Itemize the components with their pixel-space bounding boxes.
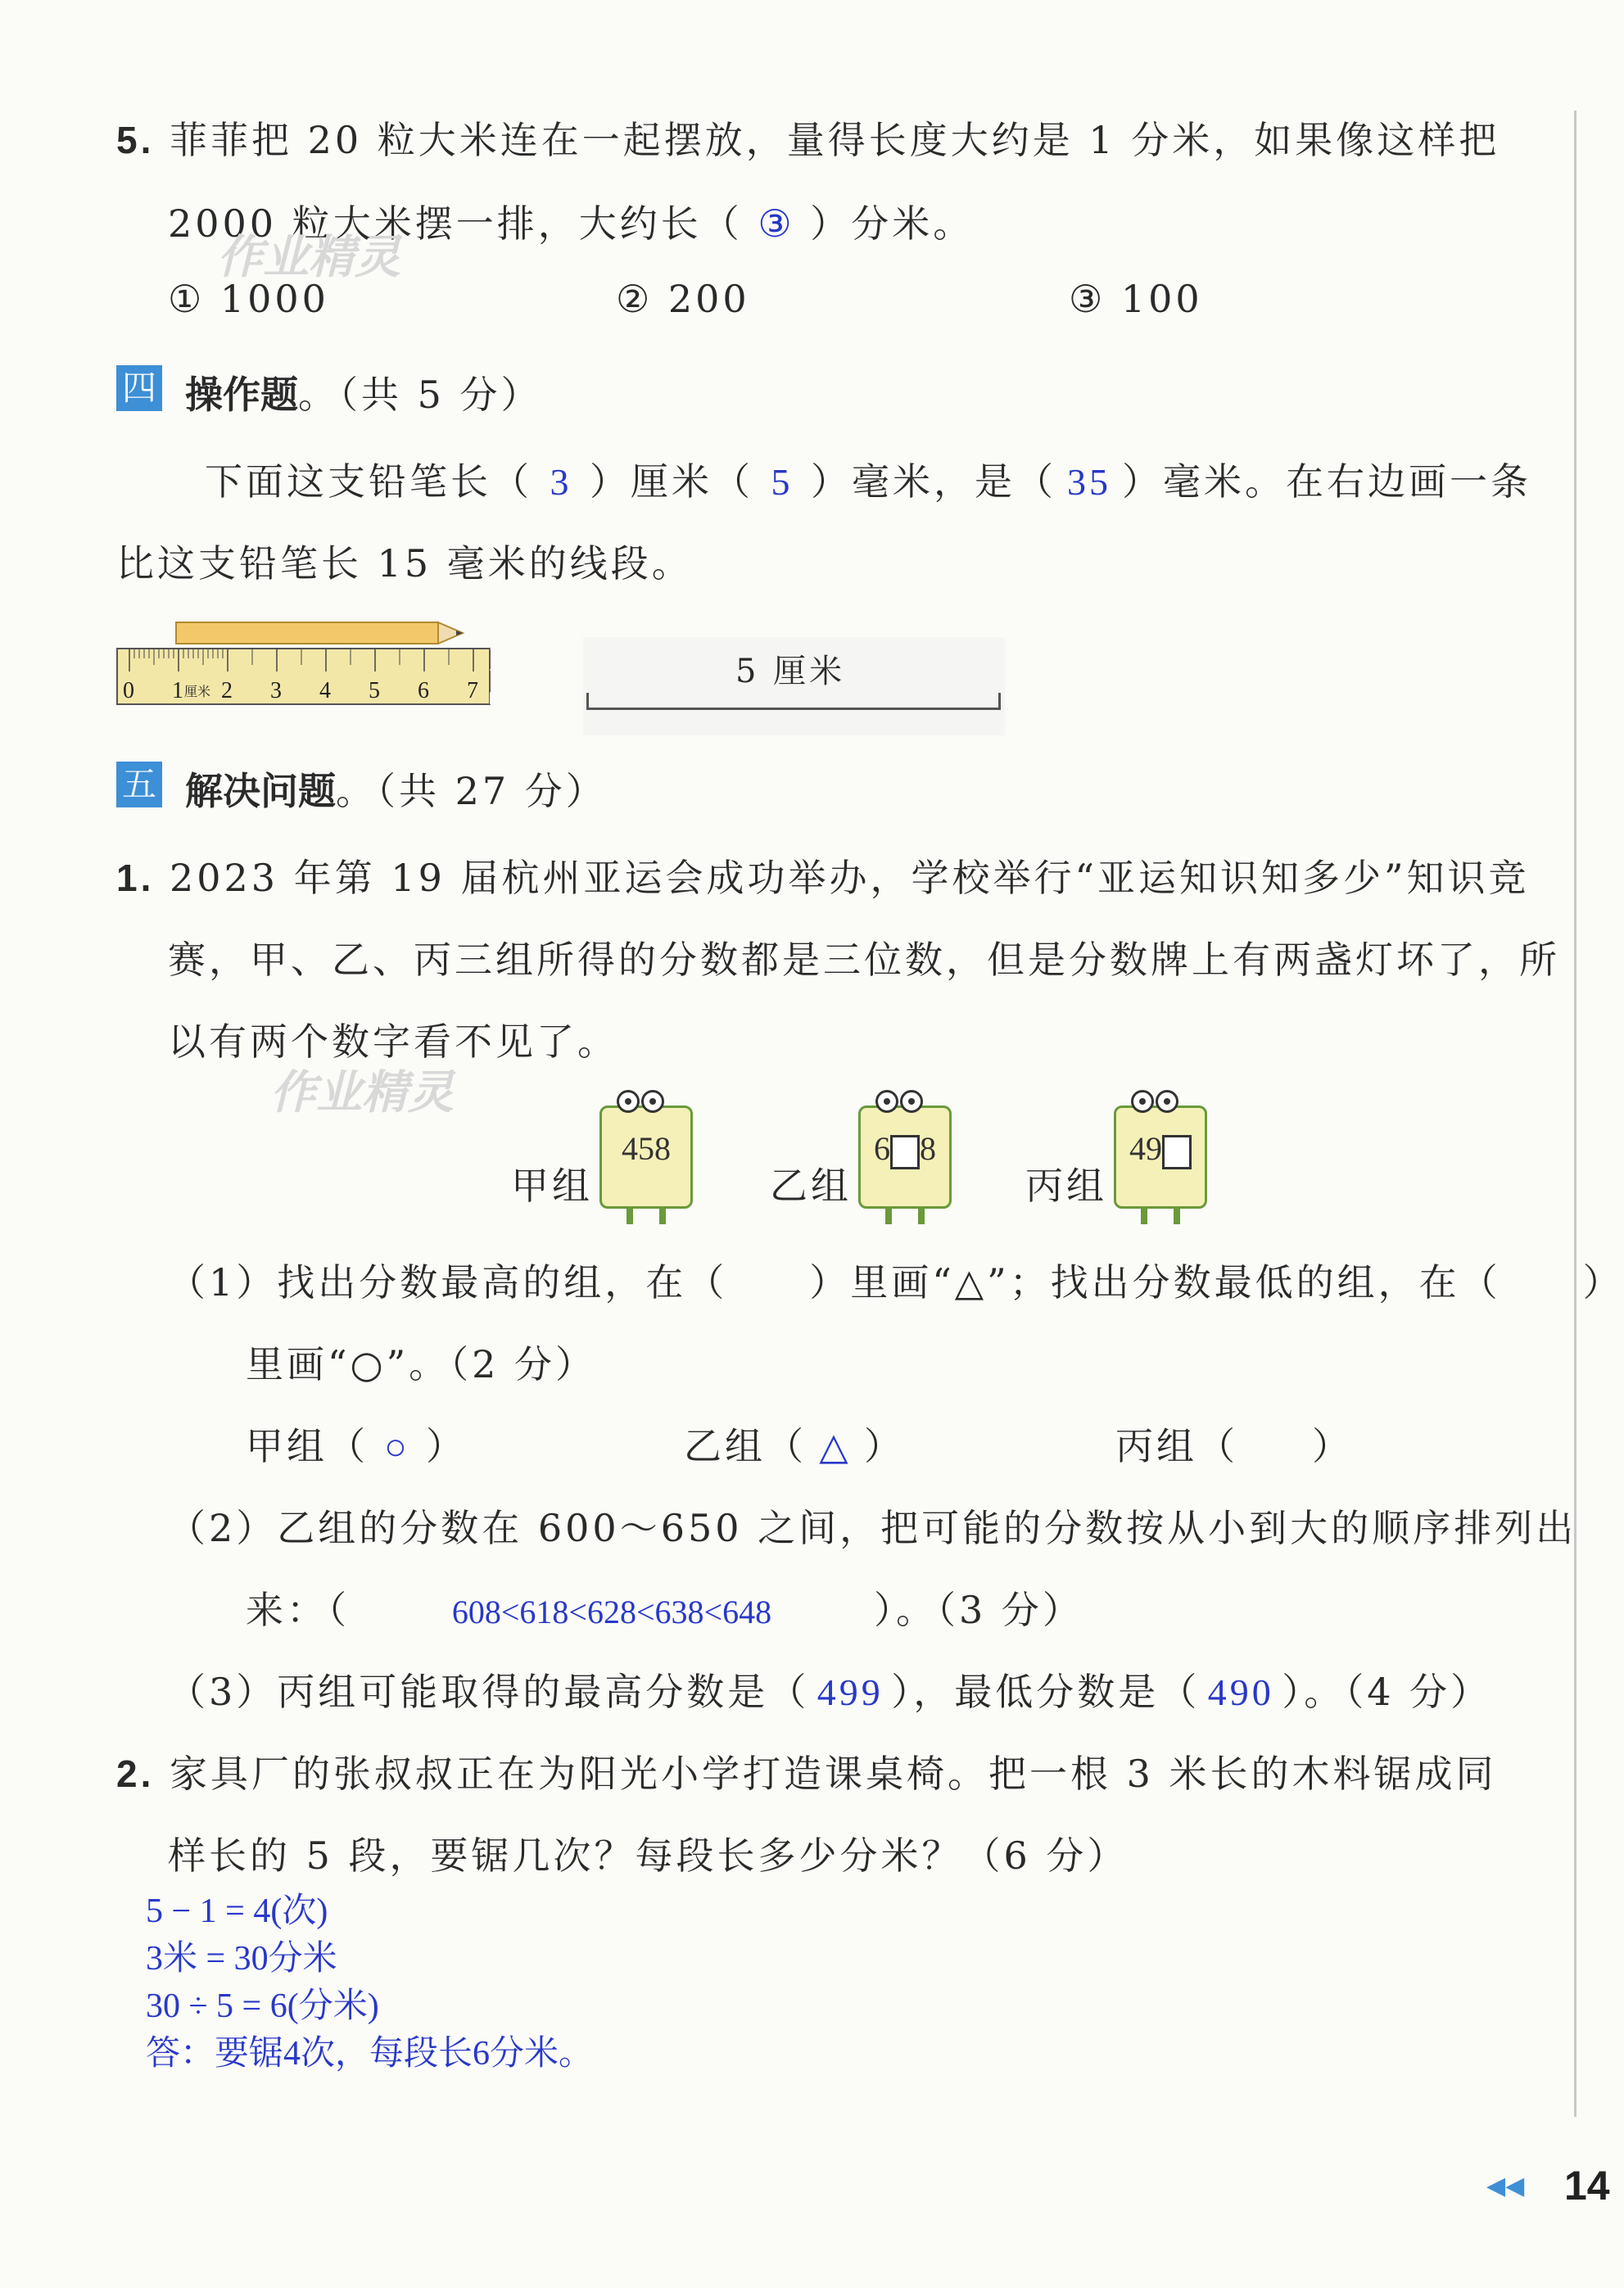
- score-bing-digits: 49: [1129, 1130, 1162, 1167]
- p3-answer-min: 490: [1207, 1671, 1274, 1713]
- score-card-jia: [599, 1106, 693, 1209]
- section5-badge: 五: [116, 762, 162, 807]
- leg: [1141, 1206, 1147, 1224]
- q5-line1: [116, 111, 1500, 165]
- q5-answer: ③: [758, 203, 795, 245]
- section5-note: 。（共 27 分）: [336, 769, 607, 813]
- s5-q1-line2: 赛，甲、乙、丙三组所得的分数都是三位数，但是分数牌上有两盏灯坏了，所: [168, 938, 1560, 982]
- p1-bing-close: ）: [1312, 1424, 1353, 1468]
- s5-q2-answer: [146, 1888, 593, 2078]
- leg: [918, 1206, 925, 1224]
- p3-mid: ），最低分数是（: [891, 1670, 1201, 1714]
- watermark-top: 作业精灵: [217, 231, 400, 284]
- p2-answer: 608<618<628<638<648: [451, 1594, 772, 1630]
- segment-right-tick: [998, 693, 1001, 710]
- eye-icon: [900, 1090, 923, 1113]
- s5-q2-number: 2.: [116, 1752, 155, 1795]
- pencil-icon: [176, 622, 463, 644]
- leg: [627, 1206, 633, 1224]
- p2-post: ）。（3 分）: [874, 1588, 1083, 1632]
- score-yi-digit-3: 8: [920, 1130, 936, 1167]
- q2-answer-line-1: 5 − 1 = 4(次): [146, 1892, 328, 1930]
- page-edge-line: [1574, 111, 1577, 2117]
- page-arrows-icon: ◀◀: [1486, 2172, 1525, 2200]
- section5-header: [185, 762, 607, 816]
- s5-q1-p1-line1: （1）找出分数最高的组，在（ ）里画“△”；找出分数最低的组，在（ ）: [168, 1260, 1624, 1305]
- p1-jia-label: 甲组（: [246, 1424, 369, 1468]
- eye-icon: [641, 1090, 664, 1113]
- group-yi-label: 乙组: [770, 1164, 852, 1208]
- drawn-segment-area: [583, 637, 1005, 735]
- p1-bing-label: 丙组（: [1115, 1424, 1238, 1468]
- p1-answer-jia: [246, 1417, 467, 1471]
- score-jia: 458: [622, 1130, 671, 1167]
- q5-option-1: ① 1000: [168, 277, 329, 321]
- p1-jia-answer: ○: [384, 1426, 410, 1467]
- ruler-tick-7: 7: [467, 678, 478, 703]
- ruler-tick-5: 5: [369, 678, 380, 703]
- s5-q1-number: 1.: [116, 857, 155, 899]
- ruler-tick-4: 4: [319, 678, 331, 703]
- leg: [885, 1206, 892, 1224]
- ruler-unit: 厘米: [184, 685, 211, 699]
- pencil-total-mm-answer: 35: [1067, 461, 1111, 503]
- q5-line1-text: 菲菲把 20 粒大米连在一起摆放，量得长度大约是 1 分米，如果像这样把: [170, 118, 1500, 162]
- section5-title: 解决问题: [185, 769, 336, 813]
- p2-pre: 来：（: [246, 1588, 350, 1632]
- s4-text-a: 下面这支铅笔长（: [205, 459, 532, 504]
- s4-text-b: ）厘米（: [590, 459, 753, 504]
- section4-header: [185, 365, 542, 419]
- s5-q2-line2: 样长的 5 段，要锯几次？每段长多少分米？（6 分）: [168, 1834, 1129, 1878]
- s5-q1-p2-line2: [246, 1580, 1083, 1635]
- q5-number: 5.: [116, 119, 155, 161]
- p3-answer-max: 499: [817, 1671, 884, 1713]
- watermark-middle: 作业精灵: [270, 1066, 454, 1119]
- p3-pre: （3）丙组可能取得的最高分数是（: [168, 1670, 810, 1714]
- ruler-tick-0: 0: [123, 678, 134, 703]
- section4-badge: 四: [116, 365, 162, 411]
- p1-yi-label: 乙组（: [684, 1424, 807, 1468]
- eye-icon: [617, 1090, 640, 1113]
- p1-answer-bing: [1115, 1417, 1353, 1471]
- s5-q1-p2-line1: （2）乙组的分数在 600～650 之间，把可能的分数按从小到大的顺序排列出: [168, 1506, 1577, 1550]
- section4-line2: 比这支铅笔长 15 毫米的线段。: [116, 541, 693, 586]
- segment-line: [586, 708, 1001, 710]
- section4-line1: [205, 452, 1531, 506]
- leg: [1174, 1206, 1180, 1224]
- s5-q2-line1: [116, 1744, 1497, 1798]
- ruler-tick-2: 2: [221, 678, 233, 703]
- q5-option-3: ③ 100: [1069, 277, 1203, 321]
- group-bing-label: 丙组: [1025, 1164, 1107, 1208]
- s4-text-d: ）毫米。在右边画一条: [1122, 459, 1531, 504]
- leg: [659, 1206, 666, 1224]
- score-yi-digit-1: 6: [874, 1130, 890, 1167]
- ruler-with-pencil: [115, 614, 500, 712]
- ruler-tick-6: 6: [418, 678, 429, 703]
- ruler-tick-1: 1: [172, 678, 183, 703]
- section4-title: 操作题: [185, 373, 298, 417]
- q5-line2-post: ）分米。: [810, 201, 975, 246]
- score-yi: [861, 1129, 949, 1169]
- s5-q1-p3: [168, 1662, 1491, 1716]
- group-jia-label: 甲组: [511, 1164, 593, 1208]
- broken-digit-box: [890, 1135, 920, 1169]
- s4-text-c: ）毫米，是（: [811, 459, 1056, 504]
- p1-answer-yi: [684, 1417, 905, 1471]
- q2-answer-line-4: 答：要锯4次，每段长6分米。: [146, 2035, 594, 2073]
- p1-yi-close: ）: [864, 1424, 905, 1468]
- s5-q1-p1-line2: 里画“○”。（2 分）: [246, 1342, 597, 1386]
- q2-answer-line-2: 3米 = 30分米: [146, 1940, 337, 1978]
- ruler-tick-3: 3: [270, 678, 282, 703]
- page-number: 14: [1564, 2163, 1610, 2209]
- eye-icon: [1156, 1090, 1178, 1113]
- s5-q1-line1: [116, 848, 1530, 902]
- q2-answer-line-3: 30 ÷ 5 = 6(分米): [146, 1987, 379, 2025]
- p3-post: ）。（4 分）: [1282, 1670, 1492, 1714]
- eye-icon: [875, 1090, 898, 1113]
- p1-yi-answer: △: [819, 1426, 852, 1467]
- score-bing: [1116, 1129, 1205, 1169]
- s5-q1-line3: 以有两个数字看不见了。: [168, 1020, 618, 1064]
- pencil-cm-answer: 3: [550, 461, 572, 503]
- q5-option-2: ② 200: [616, 277, 750, 321]
- q5-line2-pre: 2000 粒大米摆一排，大约长（: [168, 201, 743, 246]
- score-card-bing: [1114, 1106, 1207, 1209]
- s5-q2-line1-text: 家具厂的张叔叔正在为阳光小学打造课桌椅。把一根 3 米长的木料锯成同: [170, 1752, 1497, 1796]
- pencil-mm-answer: 5: [771, 461, 794, 503]
- s5-q1-line1-text: 2023 年第 19 届杭州亚运会成功举办，学校举行“亚运知识知多少”知识竞: [170, 856, 1530, 900]
- eye-icon: [1131, 1090, 1154, 1113]
- segment-label: 5 厘米: [735, 653, 846, 690]
- section4-note: 。（共 5 分）: [298, 373, 542, 417]
- score-card-yi: [858, 1106, 952, 1209]
- broken-digit-box: [1162, 1135, 1192, 1169]
- p1-jia-close: ）: [426, 1424, 467, 1468]
- segment-left-tick: [586, 693, 589, 710]
